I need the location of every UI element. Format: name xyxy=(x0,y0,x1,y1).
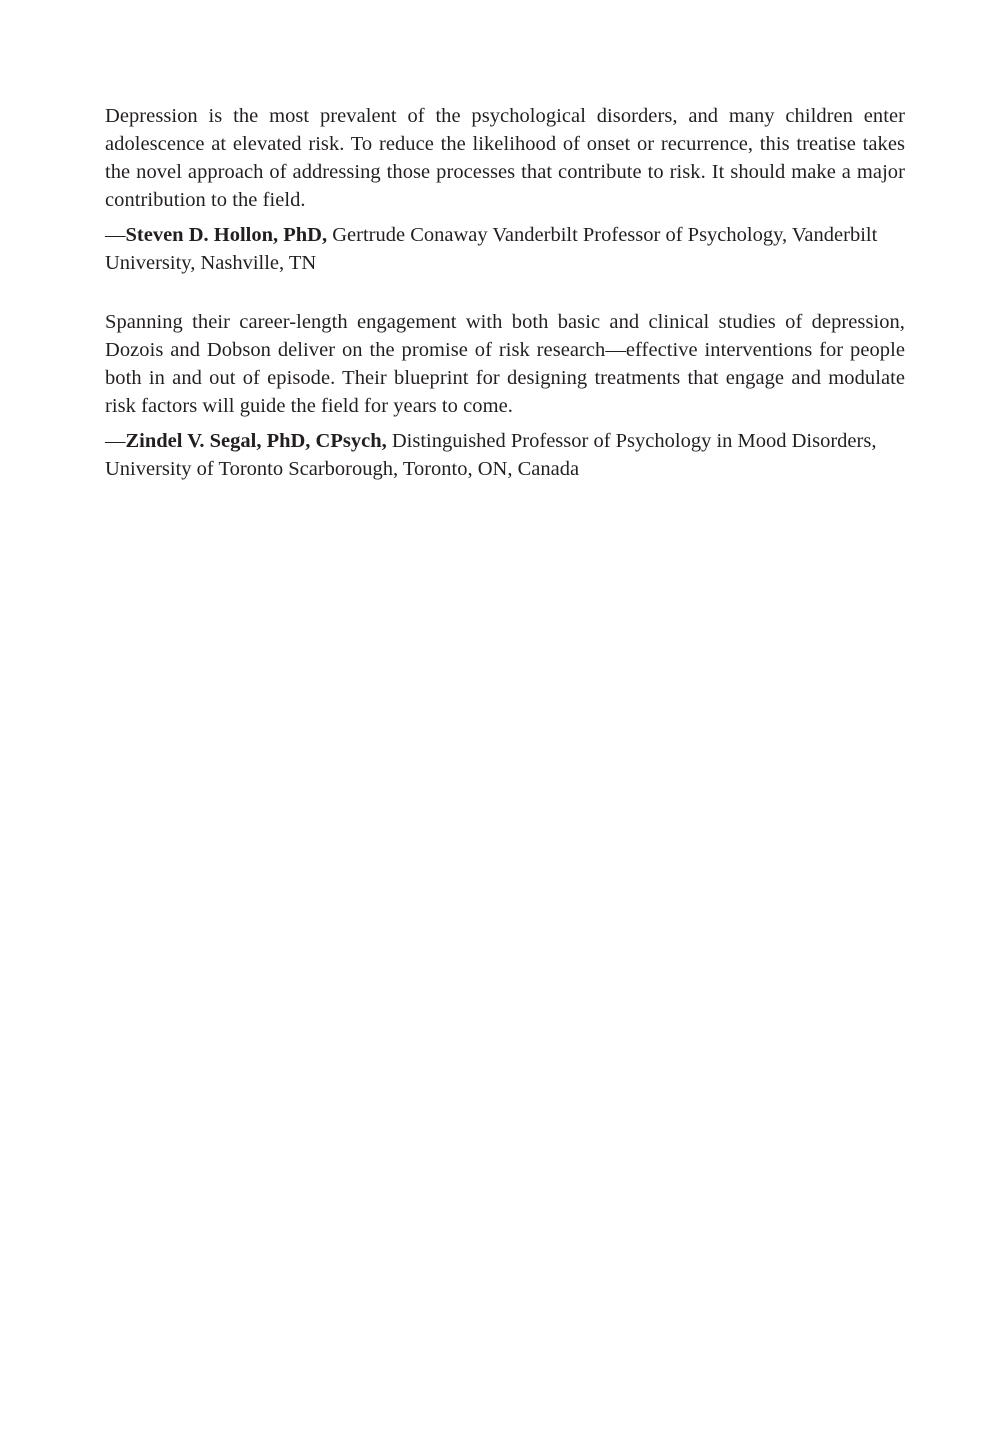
endorsement-quote: Spanning their career-length engagement with both basic and clinical studies of depression, Dozois and Dobson deliver on the promise of risk research—effective interventions for people both in and out of episode. Their blueprint for designing treatments that engage and modulate risk factors will guide the field for years to come. xyxy=(105,311,905,417)
endorser-name: Zindel V. Segal, PhD, CPsych, xyxy=(125,430,387,452)
endorser-affiliation: Gertrude Conaway Vanderbilt Professor of Psychology, Vanderbilt University, Nashville, TN xyxy=(105,224,878,274)
endorsement-attribution xyxy=(105,221,905,277)
endorsement-hollon xyxy=(105,102,905,277)
endorsements-section xyxy=(105,102,905,483)
endorsement-quote: Depression is the most prevalent of the psychological disorders, and many children enter adolescence at elevated risk. To reduce the likelihood of onset or recurrence, this treatise takes the novel approach of addressing those processes that contribute to risk. It should make a major contribution to the field. xyxy=(105,105,905,211)
endorsement-attribution xyxy=(105,427,905,483)
endorsement-segal xyxy=(105,308,905,483)
attribution-dash: — xyxy=(105,224,126,246)
endorser-affiliation: Distinguished Professor of Psychology in Mood Disorders, University of Toronto Scarborough, Toronto, ON, Canada xyxy=(105,430,877,480)
endorser-name: Steven D. Hollon, PhD, xyxy=(125,224,328,246)
attribution-dash: — xyxy=(105,430,126,452)
